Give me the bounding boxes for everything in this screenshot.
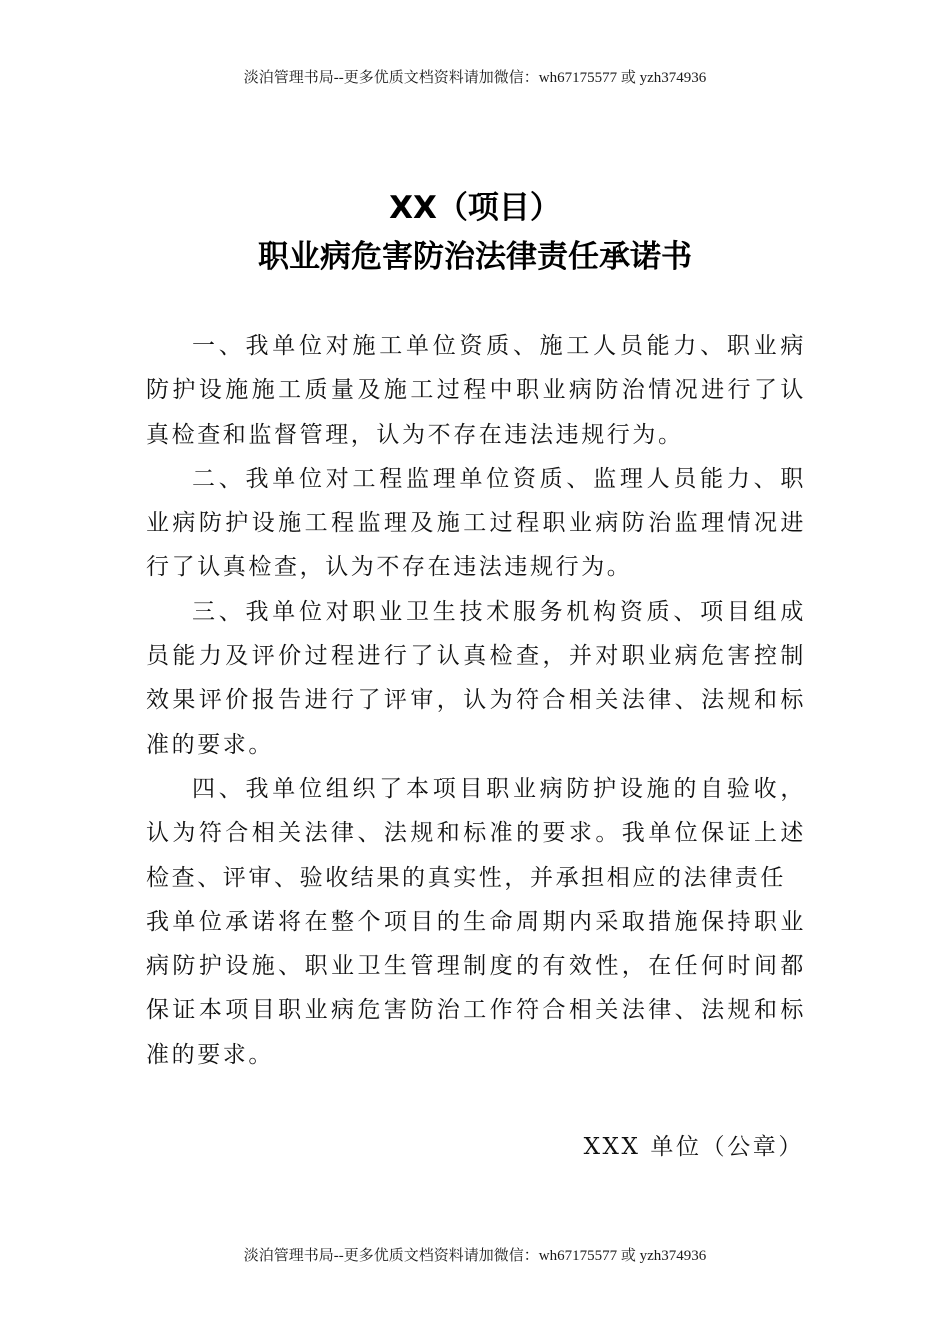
page-footer: 淡泊管理书局--更多优质文档资料请加微信：wh67175577 或 yzh374936 (243, 1248, 707, 1264)
paragraph-2: 二、我单位对工程监理单位资质、监理人员能力、职业病防护设施工程监理及施工过程职业病防治监理情况进行了认真检查，认为不存在违法违规行为。 (146, 465, 806, 581)
paragraph-3: 三、我单位对职业卫生技术服务机构资质、项目组成员能力及评价过程进行了认真检查，并对职业病危害控制效果评价报告进行了评审，认为符合相关法律、法规和标准的要求。 (146, 598, 806, 758)
page-header: 淡泊管理书局--更多优质文档资料请加微信：wh67175577 或 yzh374936 (243, 70, 707, 86)
document-body (146, 324, 806, 1077)
paragraph-1: 一、我单位对施工单位资质、施工人员能力、职业病防护设施施工质量及施工过程中职业病防治情况进行了认真检查和监督管理，认为不存在违法违规行为。 (146, 333, 806, 448)
paragraph-5: 我单位承诺将在整个项目的生命周期内采取措施保持职业病防护设施、职业卫生管理制度的有效性，在任何时间都保证本项目职业病危害防治工作符合相关法律、法规和标准的要求。 (146, 908, 806, 1068)
document-title-main: 职业病危害防治法律责任承诺书 (258, 239, 692, 275)
paragraph-4: 四、我单位组织了本项目职业病防护设施的自验收，认为符合相关法律、法规和标准的要求。我单位保证上述检查、评审、验收结果的真实性，并承担相应的法律责任 (146, 775, 806, 891)
document-title-project: XX（项目） (389, 190, 561, 226)
signature-seal-line: XXX 单位（公章） (583, 1134, 804, 1160)
